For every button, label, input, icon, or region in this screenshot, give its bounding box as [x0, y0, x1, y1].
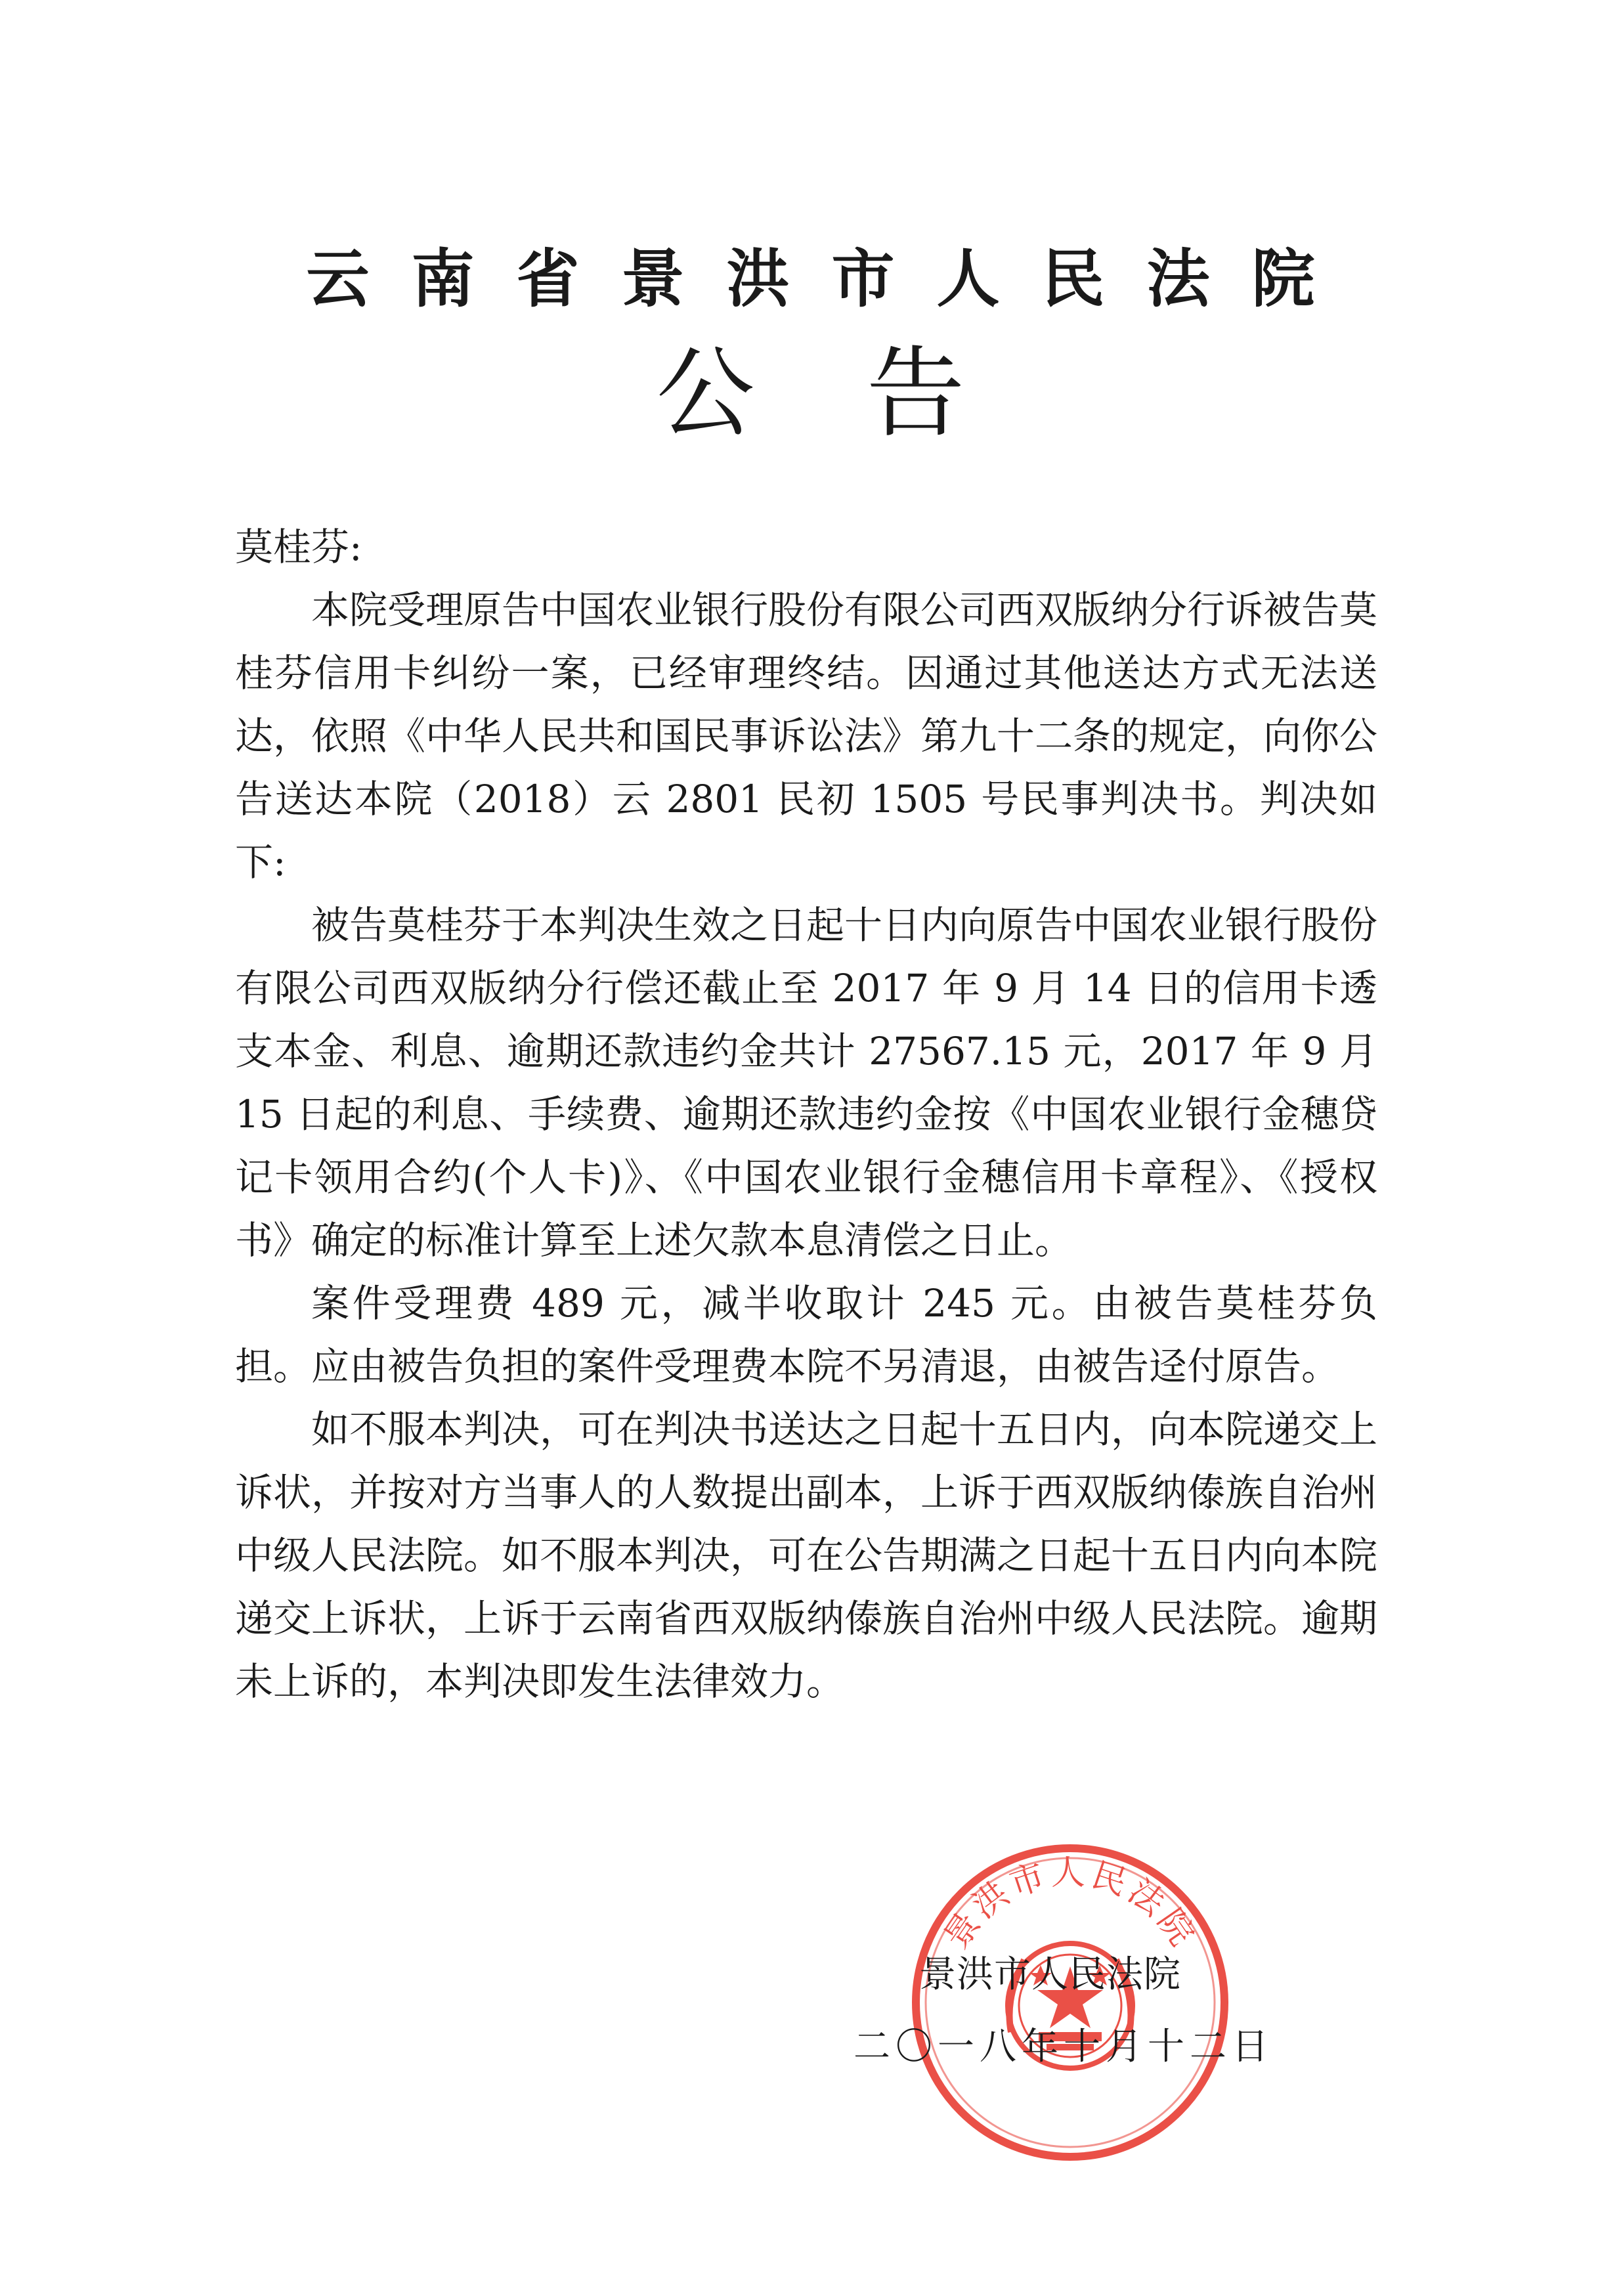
document-title: 公告 — [656, 337, 1077, 451]
signature-court-name: 景洪市人民法院 — [919, 1953, 1181, 1996]
paragraph-fees: 案件受理费 489 元，减半收取计 245 元。由被告莫桂芬负担。应由被告负担的案件受理费本院不另清退，由被告迳付原告。 — [235, 1281, 1377, 1389]
signature-date: 二〇一八年十月十二日 — [854, 2025, 1274, 2068]
svg-text:景洪市人民法院: 景洪市人民法院 — [936, 1853, 1204, 1957]
court-name-heading: 云南省景洪市人民法院 — [306, 242, 1357, 316]
salutation: 莫桂芬: — [235, 525, 362, 569]
announcement-body — [235, 515, 1377, 1713]
paragraph-service: 本院受理原告中国农业银行股份有限公司西双版纳分行诉被告莫桂芬信用卡纠纷一案，已经审理终结。因通过其他送达方式无法送达，依照《中华人民共和国民事诉讼法》第九十二条的规定，向你公告送达本院（2018）云 2801 民初 1505 号民事判决书。判决如下: — [235, 588, 1378, 884]
paragraph-appeal: 如不服本判决，可在判决书送达之日起十五日内，向本院递交上诉状，并按对方当事人的人数提出副本，上诉于西双版纳傣族自治州中级人民法院。如不服本判决，可在公告期满之日起十五日内向本院递交上诉状，上诉于云南省西双版纳傣族自治州中级人民法院。逾期未上诉的，本判决即发生法律效力。 — [235, 1407, 1378, 1704]
paragraph-judgment: 被告莫桂芬于本判决生效之日起十日内向原告中国农业银行股份有限公司西双版纳分行偿还截止至 2017 年 9 月 14 日的信用卡透支本金、利息、逾期还款违约金共计 27567.15 元，2017 年 9 月 15 日起的利息、手续费、逾期还款违约金按《中国农业银行金穗贷记卡领用合约(个人卡)》、《中国农业银行金穗信用卡章程》、《授权书》确定的标准计算至上述欠款本息清偿之日止。 — [235, 903, 1378, 1263]
